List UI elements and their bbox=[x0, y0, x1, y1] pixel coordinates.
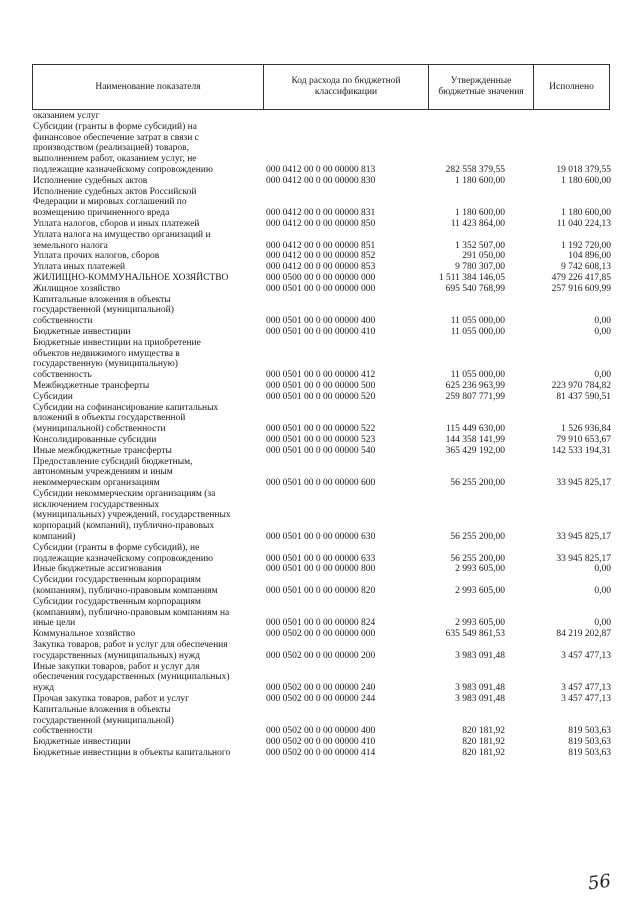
row-executed: 33 945 825,17 bbox=[556, 532, 611, 543]
row-approved: 2 993 605,00 bbox=[455, 564, 505, 575]
table-row bbox=[33, 737, 613, 748]
table-row bbox=[33, 662, 613, 694]
row-code: 000 0501 00 0 00 00000 824 bbox=[266, 618, 376, 629]
row-name-line: Капитальные вложения в объекты bbox=[33, 704, 171, 715]
row-name-line: финансовое обеспечение затрат в связи с bbox=[33, 132, 199, 143]
table-row bbox=[33, 111, 613, 122]
row-name-line: Субсидии (гранты в форме субсидий) на bbox=[33, 121, 197, 132]
row-name bbox=[33, 564, 261, 575]
row-code: 000 0501 00 0 00 00000 820 bbox=[266, 586, 376, 597]
table-row bbox=[33, 251, 613, 262]
table-row bbox=[33, 446, 613, 457]
row-code: 000 0412 00 0 00 00000 852 bbox=[266, 251, 376, 262]
row-executed: 0,00 bbox=[594, 326, 611, 337]
row-executed: 19 018 379,55 bbox=[556, 164, 611, 175]
row-code: 000 0501 00 0 00 00000 500 bbox=[266, 380, 376, 391]
table-row bbox=[33, 640, 613, 662]
row-code: 000 0501 00 0 00 00000 412 bbox=[266, 370, 376, 381]
row-approved: 11 055 000,00 bbox=[450, 316, 505, 327]
row-executed: 33 945 825,17 bbox=[556, 478, 611, 489]
row-code: 000 0501 00 0 00 00000 600 bbox=[266, 478, 376, 489]
table-row bbox=[33, 327, 613, 338]
row-name-line: государственных (муниципальных) нужд bbox=[33, 650, 200, 661]
row-approved: 695 540 768,99 bbox=[445, 283, 505, 294]
row-approved: 2 993 605,00 bbox=[455, 586, 505, 597]
row-name-line: Закупка товаров, работ и услуг для обеспечения bbox=[33, 640, 228, 651]
row-name bbox=[33, 262, 261, 273]
row-name-line: Федерации и мировых соглашений по bbox=[33, 197, 187, 208]
row-name-line: ЖИЛИЩНО-КОММУНАЛЬНОЕ ХОЗЯЙСТВО bbox=[33, 272, 229, 283]
row-code: 000 0501 00 0 00 00000 000 bbox=[266, 283, 376, 294]
row-approved: 3 983 091,48 bbox=[455, 694, 505, 705]
row-name-line: корпораций (компаний), публично-правовых bbox=[33, 521, 215, 532]
row-name-line: Уплата иных платежей bbox=[33, 262, 126, 273]
table-row bbox=[33, 694, 613, 705]
table-row bbox=[33, 748, 613, 759]
row-name-line: Иные межбюджетные трансферты bbox=[33, 445, 172, 456]
row-name bbox=[33, 251, 261, 262]
row-name-line: Предоставление субсидий бюджетным, bbox=[33, 456, 193, 467]
row-name-line: Уплата налога на имущество организаций и bbox=[33, 229, 211, 240]
row-name-line: собственности bbox=[33, 316, 93, 327]
row-name-line: Иные закупки товаров, работ и услуг для bbox=[33, 661, 200, 672]
row-name bbox=[33, 446, 261, 457]
row-name-line: автономным учреждениям и иным bbox=[33, 467, 173, 478]
row-name-line: Бюджетные инвестиции на приобретение bbox=[33, 337, 201, 348]
row-name-line: государственной (муниципальной) bbox=[33, 715, 174, 726]
row-executed: 84 219 202,87 bbox=[556, 629, 611, 640]
table-row bbox=[33, 230, 613, 252]
table-row bbox=[33, 705, 613, 737]
row-executed: 33 945 825,17 bbox=[556, 553, 611, 564]
row-name bbox=[33, 489, 261, 543]
row-approved: 625 236 963,99 bbox=[445, 380, 505, 391]
row-executed: 0,00 bbox=[594, 316, 611, 327]
row-executed: 257 916 609,99 bbox=[551, 283, 611, 294]
row-code: 000 0501 00 0 00 00000 633 bbox=[266, 553, 376, 564]
row-approved: 282 558 379,55 bbox=[445, 164, 505, 175]
row-name-line: Субсидии государственным корпорациям bbox=[33, 575, 201, 586]
table-row bbox=[33, 564, 613, 575]
row-code: 000 0412 00 0 00 00000 831 bbox=[266, 208, 376, 219]
row-name-line: выполнением работ, оказанием услуг, не bbox=[33, 154, 197, 165]
row-name-line: Бюджетные инвестиции bbox=[33, 326, 131, 337]
row-executed: 0,00 bbox=[594, 586, 611, 597]
row-name bbox=[33, 327, 261, 338]
row-name-line: (компаниям), публично-правовым компаниям bbox=[33, 586, 218, 597]
row-name bbox=[33, 230, 261, 252]
row-name-line: (муниципальных) учреждений, государственных bbox=[33, 510, 231, 521]
row-approved: 365 429 192,00 bbox=[445, 445, 505, 456]
row-code: 000 0502 00 0 00 00000 414 bbox=[266, 748, 376, 759]
row-approved: 56 255 200,00 bbox=[450, 532, 505, 543]
header-executed: Исполнено bbox=[533, 65, 609, 109]
table-row bbox=[33, 273, 613, 284]
header-code: Код расхода по бюджетной классификации bbox=[263, 65, 428, 109]
row-approved: 11 423 864,00 bbox=[450, 218, 505, 229]
row-name bbox=[33, 597, 261, 629]
row-approved: 2 993 605,00 bbox=[455, 618, 505, 629]
row-name bbox=[33, 392, 261, 403]
row-code: 000 0502 00 0 00 00000 400 bbox=[266, 726, 376, 737]
row-name-line: Уплата налогов, сборов и иных платежей bbox=[33, 218, 200, 229]
row-name bbox=[33, 748, 261, 759]
table-row bbox=[33, 284, 613, 295]
row-code: 000 0501 00 0 00 00000 400 bbox=[266, 316, 376, 327]
row-approved: 291 050,00 bbox=[462, 251, 505, 262]
row-name-line: Бюджетные инвестиции bbox=[33, 737, 131, 748]
row-executed: 11 040 224,13 bbox=[556, 218, 611, 229]
table-row bbox=[33, 219, 613, 230]
row-code: 000 0501 00 0 00 00000 540 bbox=[266, 445, 376, 456]
row-name-line: Прочая закупка товаров, работ и услуг bbox=[33, 694, 190, 705]
row-name bbox=[33, 295, 261, 327]
row-name bbox=[33, 457, 261, 489]
row-name-line: Субсидии государственным корпорациям bbox=[33, 596, 201, 607]
row-code: 000 0501 00 0 00 00000 800 bbox=[266, 564, 376, 575]
row-name-line: Уплата прочих налогов, сборов bbox=[33, 251, 160, 262]
row-code: 000 0501 00 0 00 00000 520 bbox=[266, 391, 376, 402]
row-code: 000 0412 00 0 00 00000 853 bbox=[266, 262, 376, 273]
row-name bbox=[33, 737, 261, 748]
row-executed: 0,00 bbox=[594, 618, 611, 629]
row-code: 000 0502 00 0 00 00000 000 bbox=[266, 629, 376, 640]
table-header bbox=[32, 64, 610, 110]
row-approved: 1 511 384 146,05 bbox=[438, 272, 505, 283]
row-name-line: земельного налога bbox=[33, 240, 108, 251]
page-number: 56 bbox=[586, 870, 613, 895]
row-code: 000 0502 00 0 00 00000 410 bbox=[266, 737, 376, 748]
row-name-line: Исполнение судебных актов bbox=[33, 175, 148, 186]
row-approved: 820 181,92 bbox=[462, 726, 505, 737]
row-executed: 1 526 936,84 bbox=[561, 424, 611, 435]
row-name-line: Бюджетные инвестиции в объекты капитального bbox=[33, 748, 231, 759]
row-name-line: государственной (муниципальной) bbox=[33, 305, 174, 316]
row-name-line: оказанием услуг bbox=[33, 111, 100, 121]
table-row bbox=[33, 338, 613, 381]
row-name bbox=[33, 705, 261, 737]
row-code: 000 0501 00 0 00 00000 410 bbox=[266, 326, 376, 337]
row-approved: 820 181,92 bbox=[462, 737, 505, 748]
row-name-line: Жилищное хозяйство bbox=[33, 283, 121, 294]
row-executed: 104 896,00 bbox=[568, 251, 611, 262]
row-name-line: Субсидии на софинансирование капитальных bbox=[33, 402, 219, 413]
table-row bbox=[33, 597, 613, 629]
row-name bbox=[33, 338, 261, 381]
row-executed: 79 910 653,67 bbox=[556, 434, 611, 445]
row-approved: 259 807 771,99 bbox=[445, 391, 505, 402]
row-name-line: Субсидии некоммерческим организациям (за bbox=[33, 488, 216, 499]
row-name bbox=[33, 575, 261, 597]
row-name bbox=[33, 381, 261, 392]
row-approved: 11 055 000,00 bbox=[450, 370, 505, 381]
row-name-line: возмещению причиненного вреда bbox=[33, 208, 170, 219]
row-executed: 3 457 477,13 bbox=[561, 683, 611, 694]
table-row bbox=[33, 403, 613, 435]
row-code: 000 0502 00 0 00 00000 240 bbox=[266, 683, 376, 694]
row-name-line: Иные бюджетные ассигнования bbox=[33, 564, 162, 575]
row-name-line: нужд bbox=[33, 683, 55, 694]
table-row bbox=[33, 295, 613, 327]
row-name bbox=[33, 662, 261, 694]
row-name-line: Субсидии (гранты в форме субсидий), не bbox=[33, 542, 200, 553]
row-name-line: производством (реализацией) товаров, bbox=[33, 143, 189, 154]
header-approved: Утвержденные бюджетные значения bbox=[428, 65, 533, 109]
row-name bbox=[33, 176, 261, 187]
row-name-line: (компаниям), публично-правовым компаниям на bbox=[33, 607, 230, 618]
row-name-line: Консолидированные субсидии bbox=[33, 434, 157, 445]
row-name-line: Капитальные вложения в объекты bbox=[33, 294, 171, 305]
row-name bbox=[33, 543, 261, 565]
row-code: 000 0412 00 0 00 00000 813 bbox=[266, 164, 376, 175]
row-executed: 223 970 784,82 bbox=[551, 380, 611, 391]
row-name bbox=[33, 694, 261, 705]
row-code: 000 0501 00 0 00 00000 523 bbox=[266, 434, 376, 445]
table-row bbox=[33, 187, 613, 219]
row-approved: 11 055 000,00 bbox=[450, 326, 505, 337]
row-name-line: государственную (муниципальную) bbox=[33, 359, 178, 370]
table-row bbox=[33, 381, 613, 392]
row-executed: 142 533 194,31 bbox=[551, 445, 611, 456]
row-name-line: вложений в объекты государственной bbox=[33, 413, 186, 424]
row-name-line: подлежащие казначейскому сопровождению bbox=[33, 553, 213, 564]
row-executed: 81 437 590,51 bbox=[556, 391, 611, 402]
row-executed: 0,00 bbox=[594, 564, 611, 575]
row-code: 000 0412 00 0 00 00000 830 bbox=[266, 175, 376, 186]
row-name-line: некоммерческим организациям bbox=[33, 478, 160, 489]
row-name bbox=[33, 219, 261, 230]
table-row bbox=[33, 575, 613, 597]
row-code: 000 0502 00 0 00 00000 244 bbox=[266, 694, 376, 705]
table-row bbox=[33, 392, 613, 403]
row-executed: 3 457 477,13 bbox=[561, 650, 611, 661]
row-name-line: объектов недвижимого имущества в bbox=[33, 348, 180, 359]
row-name-line: исключением государственных bbox=[33, 499, 160, 510]
row-executed: 819 503,63 bbox=[568, 748, 611, 759]
row-code: 000 0502 00 0 00 00000 200 bbox=[266, 650, 376, 661]
row-name-line: подлежащие казначейскому сопровождению bbox=[33, 164, 213, 175]
table-row bbox=[33, 489, 613, 543]
table-row bbox=[33, 629, 613, 640]
row-code: 000 0412 00 0 00 00000 851 bbox=[266, 240, 376, 251]
row-name-line: собственность bbox=[33, 370, 92, 381]
table-row bbox=[33, 176, 613, 187]
row-approved: 3 983 091,48 bbox=[455, 683, 505, 694]
row-name bbox=[33, 187, 261, 219]
row-name bbox=[33, 273, 261, 284]
row-executed: 819 503,63 bbox=[568, 726, 611, 737]
row-approved: 820 181,92 bbox=[462, 748, 505, 759]
row-executed: 1 192 720,00 bbox=[561, 240, 611, 251]
row-executed: 479 226 417,85 bbox=[551, 272, 611, 283]
row-approved: 144 358 141,99 bbox=[445, 434, 505, 445]
row-executed: 1 180 600,00 bbox=[561, 175, 611, 186]
row-name bbox=[33, 111, 261, 122]
row-approved: 1 180 600,00 bbox=[455, 175, 505, 186]
row-executed: 819 503,63 bbox=[568, 737, 611, 748]
row-executed: 9 742 608,13 bbox=[561, 262, 611, 273]
table-row bbox=[33, 262, 613, 273]
row-code: 000 0501 00 0 00 00000 522 bbox=[266, 424, 376, 435]
row-code: 000 0500 00 0 00 00000 000 bbox=[266, 272, 376, 283]
row-name bbox=[33, 435, 261, 446]
row-executed: 3 457 477,13 bbox=[561, 694, 611, 705]
row-name-line: Межбюджетные трансферты bbox=[33, 380, 150, 391]
row-name-line: компаний) bbox=[33, 532, 76, 543]
header-name: Наименование показателя bbox=[95, 81, 201, 92]
row-name-line: (муниципальной) собственности bbox=[33, 424, 166, 435]
row-name-line: иные цели bbox=[33, 618, 76, 629]
row-code: 000 0501 00 0 00 00000 630 bbox=[266, 532, 376, 543]
row-name bbox=[33, 122, 261, 176]
table-row bbox=[33, 457, 613, 489]
row-name-line: Коммунальное хозяйство bbox=[33, 629, 136, 640]
row-name bbox=[33, 403, 261, 435]
row-approved: 1 352 507,00 bbox=[455, 240, 505, 251]
table-row bbox=[33, 122, 613, 176]
row-name bbox=[33, 640, 261, 662]
row-executed: 0,00 bbox=[594, 370, 611, 381]
row-approved: 56 255 200,00 bbox=[450, 553, 505, 564]
row-name-line: Субсидии bbox=[33, 391, 73, 402]
row-approved: 1 180 600,00 bbox=[455, 208, 505, 219]
row-name bbox=[33, 284, 261, 295]
row-name-line: обеспечения государственных (муниципальных) bbox=[33, 672, 230, 683]
row-code: 000 0412 00 0 00 00000 850 bbox=[266, 218, 376, 229]
row-executed: 1 180 600,00 bbox=[561, 208, 611, 219]
row-approved: 635 549 861,53 bbox=[445, 629, 505, 640]
row-approved: 115 449 630,00 bbox=[445, 424, 505, 435]
table-body bbox=[33, 111, 613, 759]
row-name-line: собственности bbox=[33, 726, 93, 737]
row-name bbox=[33, 629, 261, 640]
row-approved: 9 780 307,00 bbox=[455, 262, 505, 273]
row-approved: 56 255 200,00 bbox=[450, 478, 505, 489]
table-row bbox=[33, 543, 613, 565]
row-name-line: Исполнение судебных актов Российской bbox=[33, 186, 197, 197]
row-approved: 3 983 091,48 bbox=[455, 650, 505, 661]
table-row bbox=[33, 435, 613, 446]
